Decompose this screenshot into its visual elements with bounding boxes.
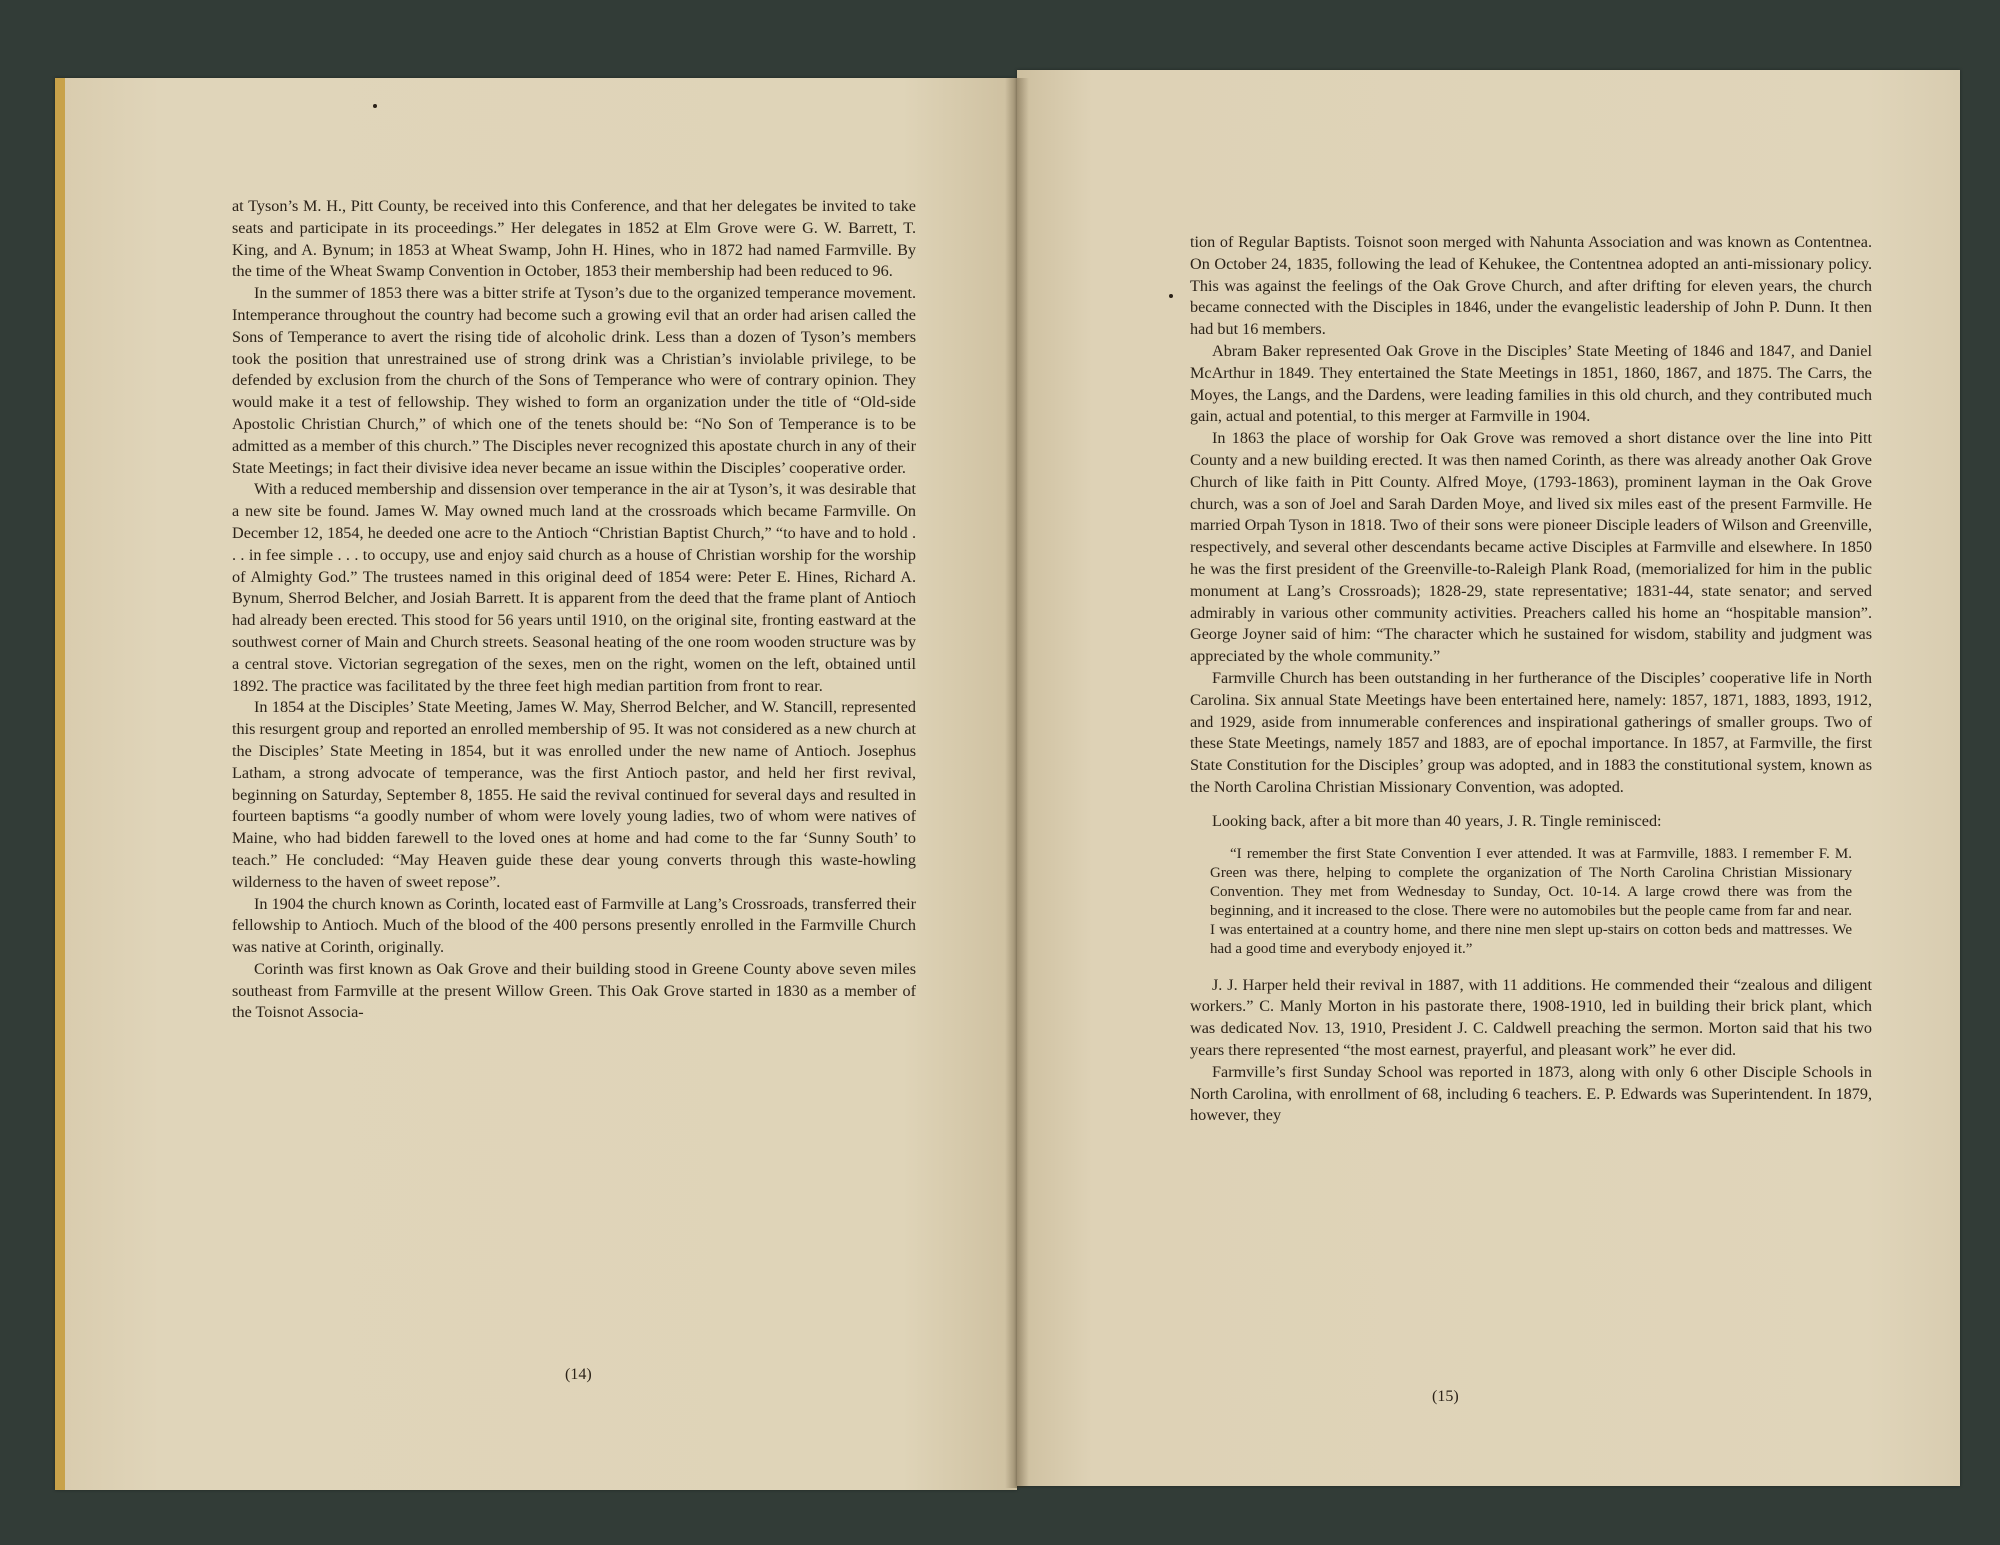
paragraph: Abram Baker represented Oak Grove in the Disciples’ State Meeting of 1846 and 1847, and Daniel McArthur in 1849. They entertained the State Meetings in 1851, 1860, 1867, and 1875. The Carrs, the Moyes, the Langs, and the Dardens, were leading families in this old church, and they contributed much gain, actual and potential, to this merger at Farmville in 1904.	[1190, 341, 1872, 426]
paragraph: Farmville Church has been outstanding in her furtherance of the Disciples’ cooperative life in North Carolina. Six annual State Meetings have been entertained here, namely: 1857, 1871, 1883, 1893, 1912, and 1929, aside from innumerable conferences and inspirational gatherings of smaller groups. Two of these State Meetings, namely 1857 and 1883, are of epochal importance. In 1857, at Farmville, the first State Constitution for the Disciples’ group was adopted, and in 1883 the constitutional system, known as the North Carolina Christian Missionary Convention, was adopted.	[1190, 668, 1872, 796]
paragraph: In the summer of 1853 there was a bitter strife at Tyson’s due to the organized temperance movement. Intemperance throughout the country had become such a growing evil that an order had arisen called the Sons of Temperance to avert the rising tide of alcoholic drink. Less than a dozen of Tyson’s members took the position that unrestrained use of strong drink was a Christian’s inviolable privilege, to be defended by exclusion from the church of the Sons of Temperance who were of contrary opinion. They would make it a test of fellowship. They wished to form an organization under the title of “Old-side Apostolic Christian Church,” of which one of the tenets should be: “No Son of Temperance is to be admitted as a member of this church.” The Disciples never recognized this apostate church in any of their State Meetings; in fact their divisive idea never became an issue within the Disciples’ cooperative order.	[232, 284, 916, 477]
book-gutter	[1005, 78, 1029, 1488]
block-quote: “I remember the first State Convention I ever attended. It was at Farmville, 1883. I remember F. M. Green was there, helping to complete the organization of The North Carolina Christian Missionary Convention. They met from Wednesday to Sunday, Oct. 10-14. A large crowd there was from the beginning, and it increased to the close. There were no automobiles but the people came from far and near. I was entertained at a country home, and there nine men slept up-stairs on cotton beds and mattresses. We had a good time and everybody enjoyed it.”	[1210, 845, 1852, 957]
paragraph: In 1904 the church known as Corinth, located east of Farmville at Lang’s Crossroads, transferred their fellowship to Antioch. Much of the blood of the 400 persons presently enrolled in the Farmville Church was native at Corinth, originally.	[232, 894, 916, 957]
paragraph: In 1854 at the Disciples’ State Meeting, James W. May, Sherrod Belcher, and W. Stancill, represented this resurgent group and reported an enrolled membership of 95. It was not considered as a new church at the Disciples’ State Meeting in 1854, but it was enrolled under the new name of Antioch. Josephus Latham, a strong advocate of temperance, was the first Antioch pastor, and held her first revival, beginning on Saturday, September 8, 1855. He said the revival continued for several days and resulted in fourteen baptisms “a goodly number of whom were lovely young ladies, two of whom were natives of Maine, who had bidden farewell to the loved ones at home and had come to the far ‘Sunny South’ to teach.” He concluded: “May Heaven guide these dear young converts through this waste-howling wilderness to the haven of sweet repose”.	[232, 698, 916, 891]
open-book	[55, 70, 1960, 1490]
ink-speck	[373, 104, 377, 108]
paragraph: With a reduced membership and dissension over temperance in the air at Tyson’s, it was desirable that a new site be found. James W. May owned much land at the crossroads which became Farmville. On December 12, 1854, he deeded one acre to the Antioch “Christian Baptist Church,” “to have and to hold . . . in fee simple . . . to occupy, use and enjoy said church as a house of Christian worship for the worship of Almighty God.” The trustees named in this original deed of 1854 were: Peter E. Hines, Richard A. Bynum, Sherrod Belcher, and Josiah Barrett. It is apparent from the deed that the frame plant of Antioch had already been erected. This stood for 56 years until 1910, on the original site, fronting eastward at the southwest corner of Main and Church streets. Seasonal heating of the one room wooden structure was by a central stove. Victorian segregation of the sexes, men on the right, women on the left, obtained until 1892. The practice was facilitated by the three feet high median partition from front to rear.	[232, 480, 916, 695]
page-number: (14)	[565, 1366, 592, 1383]
paragraph: Farmville’s first Sunday School was reported in 1873, along with only 6 other Disciple Schools in North Carolina, with enrollment of 68, including 6 teachers. E. P. Edwards was Superintendent. In 1879, however, they	[1190, 1062, 1872, 1125]
page-number: (15)	[1432, 1388, 1459, 1405]
paragraph: tion of Regular Baptists. Toisnot soon merged with Nahunta Association and was known as Contentnea. On October 24, 1835, following the lead of Kehukee, the Contentnea adopted an anti-missionary policy. This was against the feelings of the Oak Grove Church, and after drifting for eleven years, the church became connected with the Disciples in 1846, under the evangelistic leadership of John P. Dunn. It then had but 16 members.	[1190, 233, 1872, 339]
left-page-text	[232, 196, 916, 1024]
paragraph: at Tyson’s M. H., Pitt County, be received into this Conference, and that her delegates be invited to take seats and participate in its proceedings.” Her delegates in 1852 at Elm Grove were G. W. Barrett, T. King, and A. Bynum; in 1853 at Wheat Swamp, John H. Hines, who in 1872 had named Farmville. By the time of the Wheat Swamp Convention in October, 1853 their membership had been reduced to 96.	[232, 197, 916, 281]
right-page-text	[1190, 232, 1872, 1127]
paragraph: In 1863 the place of worship for Oak Grove was removed a short distance over the line into Pitt County and a new building erected. It was then named Corinth, as there was already another Oak Grove Church of like faith in Pitt County. Alfred Moye, (1793-1863), prominent layman in the Oak Grove church, was a son of Joel and Sarah Darden Moye, and lived six miles east of the present Farmville. He married Orpah Tyson in 1818. Two of their sons were pioneer Disciple leaders of Wilson and Greenville, respectively, and several other descendants became active Disciples at Farmville and elsewhere. In 1850 he was the first president of the Greenville-to-Raleigh Plank Road, (memorialized for him in the public monument at Lang’s Crossroads); 1828-29, state representative; 1831-44, state senator; and served admirably in various other community activities. Preachers called his home an “hospitable mansion”. George Joyner said of him: “The character which he sustained for wisdom, stability and judgment was appreciated by the whole community.”	[1190, 429, 1872, 666]
paragraph: Looking back, after a bit more than 40 years, J. R. Tingle reminisced:	[1212, 811, 1662, 830]
left-page	[55, 78, 1017, 1490]
right-page	[1017, 70, 1960, 1486]
paragraph: Corinth was first known as Oak Grove and their building stood in Greene County above seven miles southeast from Farmville at the present Willow Green. This Oak Grove started in 1830 as a member of the Toisnot Associa-	[232, 959, 916, 1022]
paragraph: J. J. Harper held their revival in 1887, with 11 additions. He commended their “zealous and diligent workers.” C. Manly Morton in his pastorate there, 1908-1910, led in building their brick plant, which was dedicated Nov. 13, 1910, President J. C. Caldwell preaching the sermon. Morton said that his two years there represented “the most earnest, prayerful, and pleasant work” he ever did.	[1190, 975, 1872, 1059]
ink-speck	[1169, 294, 1173, 298]
